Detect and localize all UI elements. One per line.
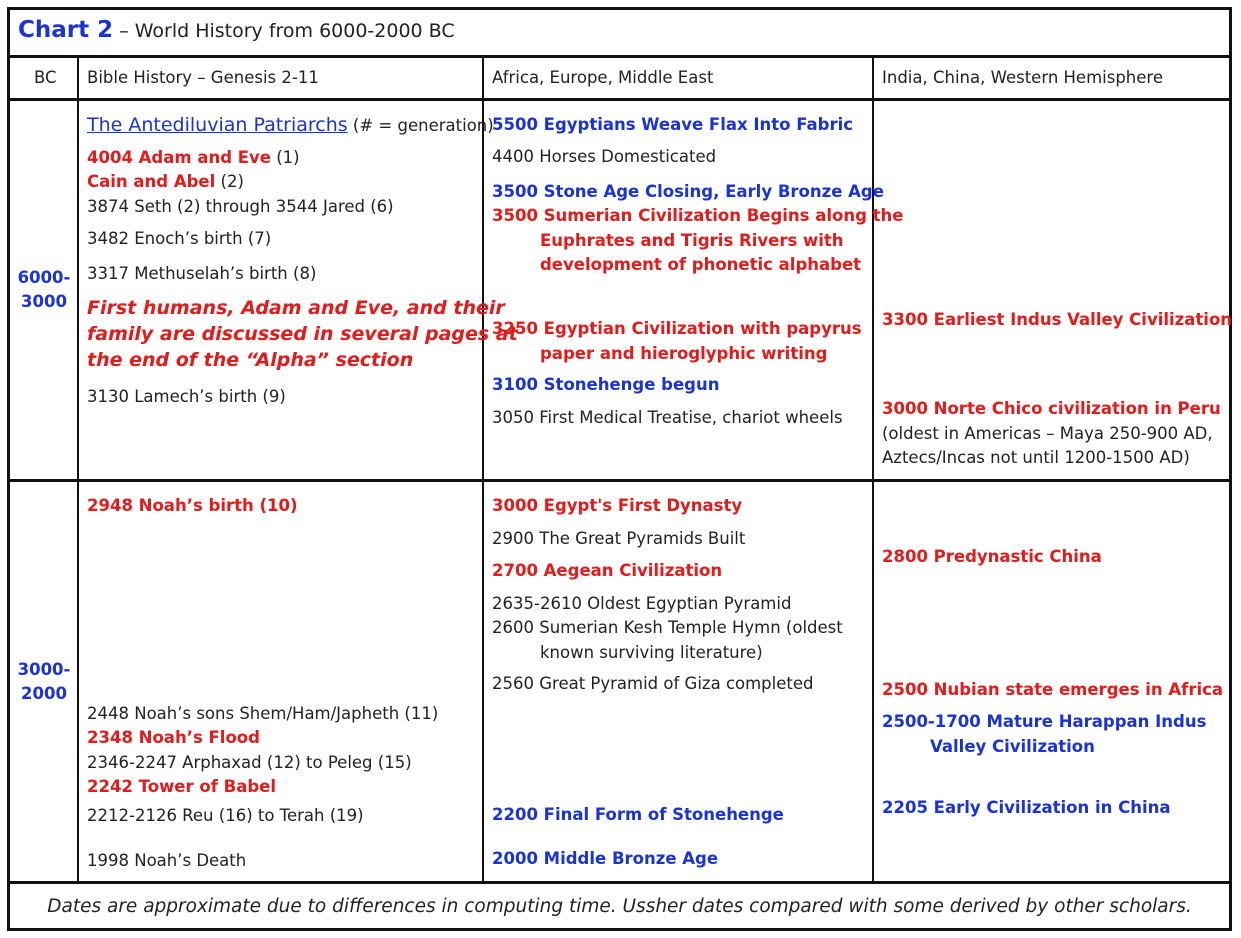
list-item: 3500 Sumerian Civilization Begins along the — [492, 206, 904, 225]
list-item: 2948 Noah’s birth (10) — [87, 496, 298, 515]
list-item: 3874 Seth (2) through 3544 Jared (6) — [87, 197, 394, 216]
generation-number: (2) — [215, 172, 244, 191]
divider — [10, 479, 1229, 482]
note-line: family are discussed in several pages at — [87, 323, 518, 345]
list-item: 4400 Horses Domesticated — [492, 147, 717, 166]
list-item: 2000 Middle Bronze Age — [492, 849, 719, 868]
list-item: 2635-2610 Oldest Egyptian Pyramid — [492, 594, 792, 613]
title-rest: – World History from 6000-2000 BC — [113, 20, 455, 42]
header-india: India, China, Western Hemisphere — [882, 68, 1163, 87]
page-title — [18, 17, 455, 43]
list-item: Euphrates and Tigris Rivers with — [540, 231, 844, 250]
list-item: known surviving literature) — [540, 643, 763, 662]
list-item: 3317 Methuselah’s birth (8) — [87, 264, 317, 283]
list-item: 1998 Noah’s Death — [87, 851, 247, 870]
list-item: 2560 Great Pyramid of Giza completed — [492, 674, 814, 693]
header-bc: BC — [34, 68, 57, 87]
list-item: development of phonetic alphabet — [540, 255, 862, 274]
list-item: 3000 Norte Chico civilization in Peru — [882, 399, 1221, 418]
era-line: 3000- — [17, 660, 71, 679]
list-item: 2600 Sumerian Kesh Temple Hymn (oldest — [492, 618, 843, 637]
list-item: 2205 Early Civilization in China — [882, 798, 1171, 817]
list-item: 2212-2126 Reu (16) to Terah (19) — [87, 806, 364, 825]
event-text: 4004 Adam and Eve — [87, 148, 271, 167]
era-line: 6000- — [17, 268, 71, 287]
divider — [482, 56, 484, 882]
list-item — [87, 170, 244, 194]
generation-number: (1) — [270, 148, 300, 167]
list-item: 3050 First Medical Treatise, chariot wheels — [492, 408, 843, 427]
divider — [10, 881, 1229, 884]
divider — [77, 56, 79, 882]
list-item: Valley Civilization — [930, 737, 1095, 756]
list-item: (oldest in Americas – Maya 250-900 AD, — [882, 424, 1213, 443]
list-item: 2200 Final Form of Stonehenge — [492, 805, 784, 824]
divider — [10, 98, 1229, 101]
list-item: 3100 Stonehenge begun — [492, 375, 720, 394]
chart-label: Chart 2 — [18, 17, 114, 43]
list-item: 3300 Earliest Indus Valley Civilization — [882, 310, 1233, 329]
patriarchs-heading — [87, 113, 494, 138]
list-item — [87, 146, 300, 170]
list-item: 2800 Predynastic China — [882, 547, 1102, 566]
event-text: Cain and Abel — [87, 172, 216, 191]
history-chart — [7, 7, 1232, 931]
list-item: 3482 Enoch’s birth (7) — [87, 229, 272, 248]
list-item: 3500 Stone Age Closing, Early Bronze Age — [492, 182, 884, 201]
list-item: 2700 Aegean Civilization — [492, 561, 723, 580]
header-bible: Bible History – Genesis 2-11 — [87, 68, 319, 87]
list-item: 2500 Nubian state emerges in Africa — [882, 680, 1224, 699]
footnote: Dates are approximate due to differences in computing time. Ussher dates compared with some derived by other scholars. — [47, 896, 1192, 917]
list-item: 3250 Egyptian Civilization with papyrus — [492, 319, 862, 338]
list-item: 2242 Tower of Babel — [87, 777, 277, 796]
list-item: 5500 Egyptians Weave Flax Into Fabric — [492, 115, 854, 134]
list-item: 2348 Noah’s Flood — [87, 728, 260, 747]
era-label-2 — [11, 658, 77, 706]
note-line: First humans, Adam and Eve, and their — [87, 297, 505, 319]
list-item: 2346-2247 Arphaxad (12) to Peleg (15) — [87, 753, 412, 772]
divider — [10, 55, 1229, 58]
patriarchs-link[interactable]: The Antediluvian Patriarchs — [87, 114, 348, 136]
note-line: the end of the “Alpha” section — [87, 349, 414, 371]
generation-note: (# = generation) — [347, 116, 494, 135]
list-item: 2448 Noah’s sons Shem/Ham/Japheth (11) — [87, 704, 439, 723]
list-item: 2900 The Great Pyramids Built — [492, 529, 746, 548]
era-line: 3000 — [21, 292, 67, 311]
list-item: paper and hieroglyphic writing — [540, 344, 828, 363]
list-item: 2500-1700 Mature Harappan Indus — [882, 712, 1207, 731]
era-label-1 — [11, 266, 77, 314]
era-line: 2000 — [21, 684, 67, 703]
list-item: 3130 Lamech’s birth (9) — [87, 387, 286, 406]
list-item: 3000 Egypt's First Dynasty — [492, 496, 743, 515]
header-africa: Africa, Europe, Middle East — [492, 68, 714, 87]
list-item: Aztecs/Incas not until 1200-1500 AD) — [882, 448, 1190, 467]
